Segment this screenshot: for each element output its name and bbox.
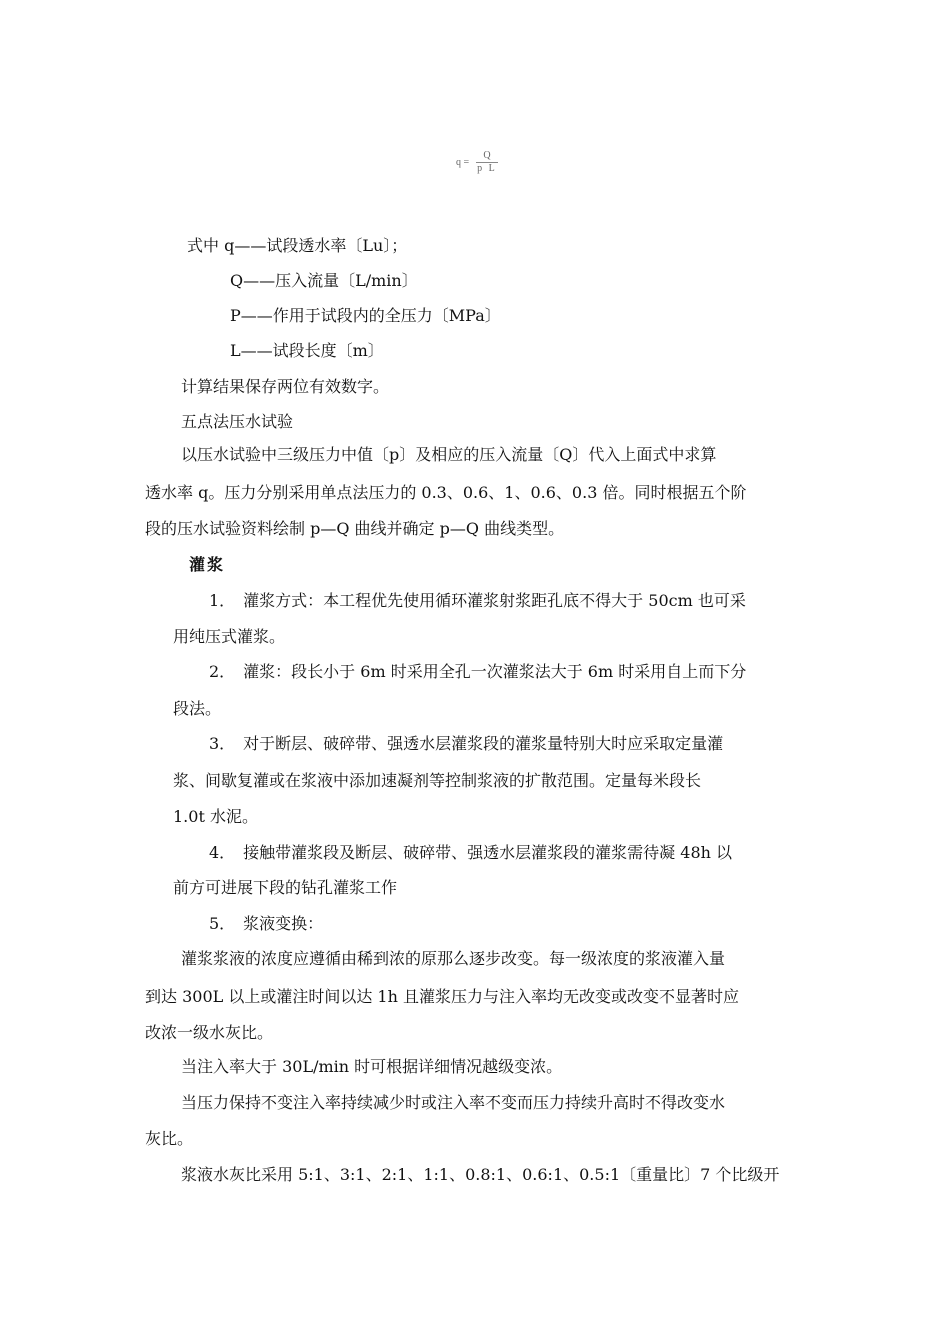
grouting-heading: 灌浆 bbox=[189, 555, 226, 574]
five-point-line: 段的压水试验资料绘制 p—Q 曲线并确定 p—Q 曲线类型。 bbox=[145, 519, 565, 538]
grouting-para-2: 当注入率大于 30L/min 时可根据详细情况越级变浓。 bbox=[181, 1057, 563, 1076]
formula-fraction bbox=[473, 150, 501, 175]
grouting-para-3-cont: 灰比。 bbox=[145, 1129, 194, 1148]
grouting-item-1-cont: 用纯压式灌浆。 bbox=[173, 627, 286, 646]
def-intro: 式中 q——试段透水率〔Lu〕； bbox=[187, 236, 408, 255]
grouting-item-4: 4． 接触带灌浆段及断层、破碎带、强透水层灌浆段的灌浆需待凝 48h 以 bbox=[209, 843, 733, 862]
grouting-item-2-cont: 段法。 bbox=[173, 699, 222, 718]
formula-numerator: Q bbox=[483, 150, 491, 161]
def-q-flow: Q——压入流量〔L/min〕 bbox=[230, 271, 418, 290]
grouting-para-1-cont: 改浓一级水灰比。 bbox=[145, 1023, 274, 1042]
grouting-para-3: 当压力保持不变注入率持续减少时或注入率不变而压力持续升高时不得改变水 bbox=[181, 1093, 726, 1112]
def-l-length: L——试段长度〔m〕 bbox=[230, 341, 384, 360]
grouting-para-1-cont: 到达 300L 以上或灌注时间以达 1h 且灌浆压力与注入率均无改变或改变不显著时应 bbox=[145, 987, 739, 1006]
formula-lhs: q = bbox=[456, 157, 470, 168]
grouting-item-4-cont: 前方可进展下段的钻孔灌浆工作 bbox=[173, 878, 398, 897]
five-point-line: 透水率 q。压力分别采用单点法压力的 0.3、0.6、1、0.6、0.3 倍。同时根据五个阶 bbox=[145, 483, 747, 502]
grouting-item-5: 5． 浆液变换： bbox=[209, 914, 324, 933]
five-point-line: 以压水试验中三级压力中值〔p〕及相应的压入流量〔Q〕代入上面式中求算 bbox=[181, 445, 717, 464]
permeability-formula bbox=[456, 150, 501, 175]
grouting-item-3-cont: 1.0t 水泥。 bbox=[173, 807, 258, 826]
grouting-para-1: 灌浆浆液的浓度应遵循由稀到浓的原那么逐步改变。每一级浓度的浆液灌入量 bbox=[181, 949, 726, 968]
grouting-item-3: 3． 对于断层、破碎带、强透水层灌浆段的灌浆量特别大时应采取定量灌 bbox=[209, 734, 724, 753]
five-point-title: 五点法压水试验 bbox=[181, 412, 294, 431]
precision-note: 计算结果保存两位有效数字。 bbox=[181, 377, 390, 396]
grouting-item-2: 2． 灌浆：段长小于 6m 时采用全孔一次灌浆法大于 6m 时采用自上而下分 bbox=[209, 662, 747, 681]
def-p-pressure: P——作用于试段内的全压力〔MPa〕 bbox=[230, 306, 501, 325]
grouting-para-4: 浆液水灰比采用 5:1、3:1、2:1、1:1、0.8:1、0.6:1、0.5:1〔重量比〕7 个比级开 bbox=[181, 1165, 780, 1184]
grouting-item-3-cont: 浆、间歇复灌或在浆液中添加速凝剂等控制浆液的扩散范围。定量每米段长 bbox=[173, 771, 702, 790]
grouting-item-1: 1． 灌浆方式：本工程优先使用循环灌浆射浆距孔底不得大于 50cm 也可采 bbox=[209, 591, 746, 610]
formula-denominator: p L bbox=[477, 163, 497, 174]
